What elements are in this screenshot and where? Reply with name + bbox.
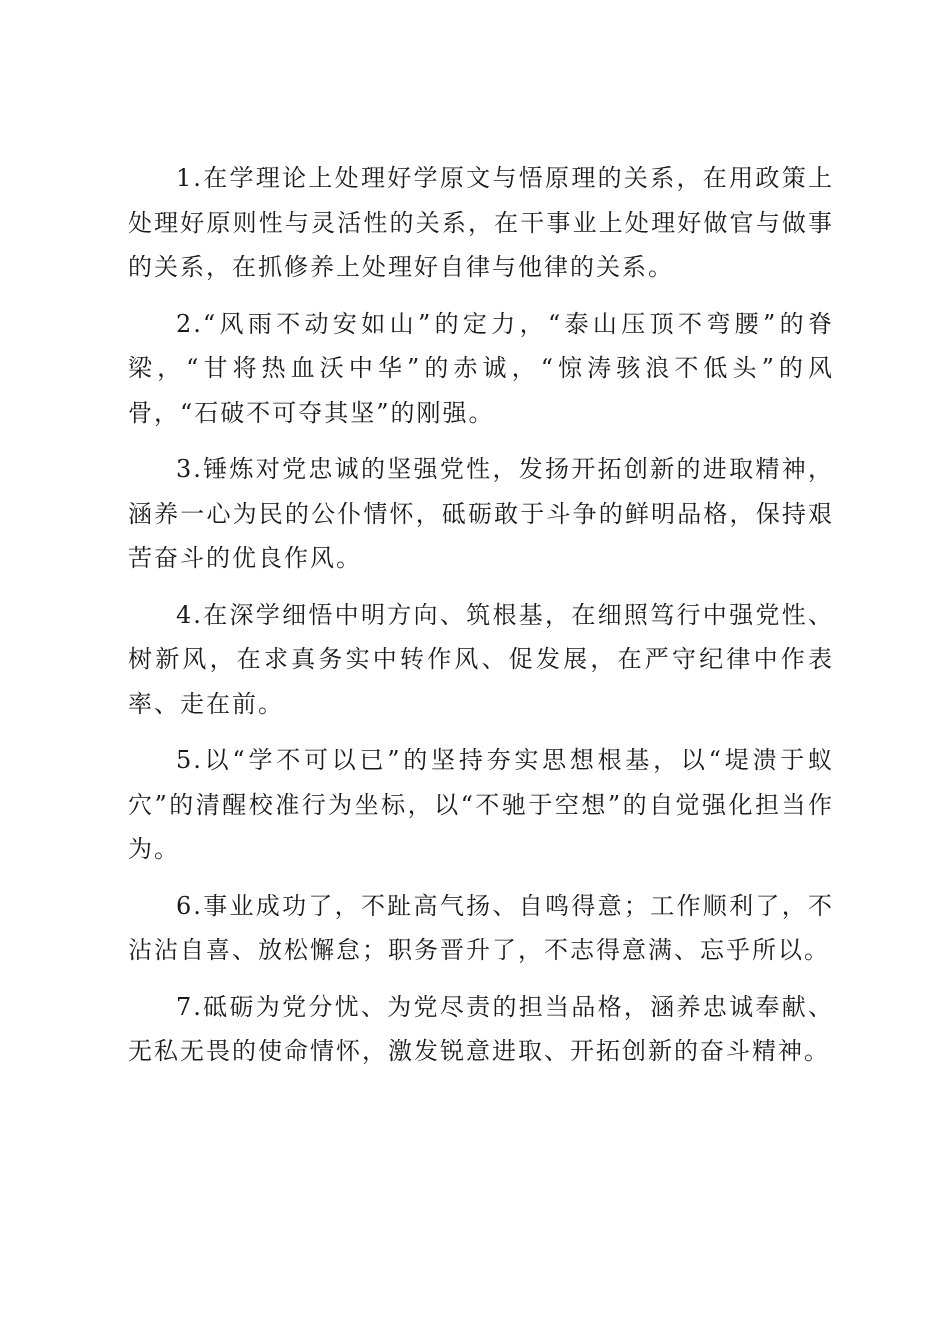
paragraph-3: 3.锤炼对党忠诚的坚强党性，发扬开拓创新的进取精神，涵养一心为民的公仆情怀，砥砺敢于斗争的鲜明品格，保持艰苦奋斗的优良作风。 xyxy=(128,455,834,572)
paragraph-4: 4.在深学细悟中明方向、筑根基，在细照笃行中强党性、树新风，在求真务实中转作风、促发展，在严守纪律中作表率、走在前。 xyxy=(128,600,834,718)
paragraph-6: 6.事业成功了，不趾高气扬、自鸣得意；工作顺利了，不沾沾自喜、放松懈怠；职务晋升了，不志得意满、忘乎所以。 xyxy=(128,891,834,964)
paragraph-5: 5.以“学不可以已”的坚持夯实思想根基，以“堤溃于蚁穴”的清醒校准行为坐标，以“不驰于空想”的自觉强化担当作为。 xyxy=(128,746,834,863)
paragraph-1: 1.在学理论上处理好学原文与悟原理的关系，在用政策上处理好原则性与灵活性的关系，在干事业上处理好做官与做事的关系，在抓修养上处理好自律与他律的关系。 xyxy=(128,164,834,281)
document-body xyxy=(128,156,834,1086)
paragraph-2: 2.“风雨不动安如山”的定力，“泰山压顶不弯腰”的脊梁，“甘将热血沃中华”的赤诚，“惊涛骇浪不低头”的风骨，“石破不可夺其坚”的刚强。 xyxy=(128,309,834,427)
paragraph-7: 7.砥砺为党分忧、为党尽责的担当品格，涵养忠诚奉献、无私无畏的使命情怀，激发锐意进取、开拓创新的奋斗精神。 xyxy=(128,992,834,1065)
